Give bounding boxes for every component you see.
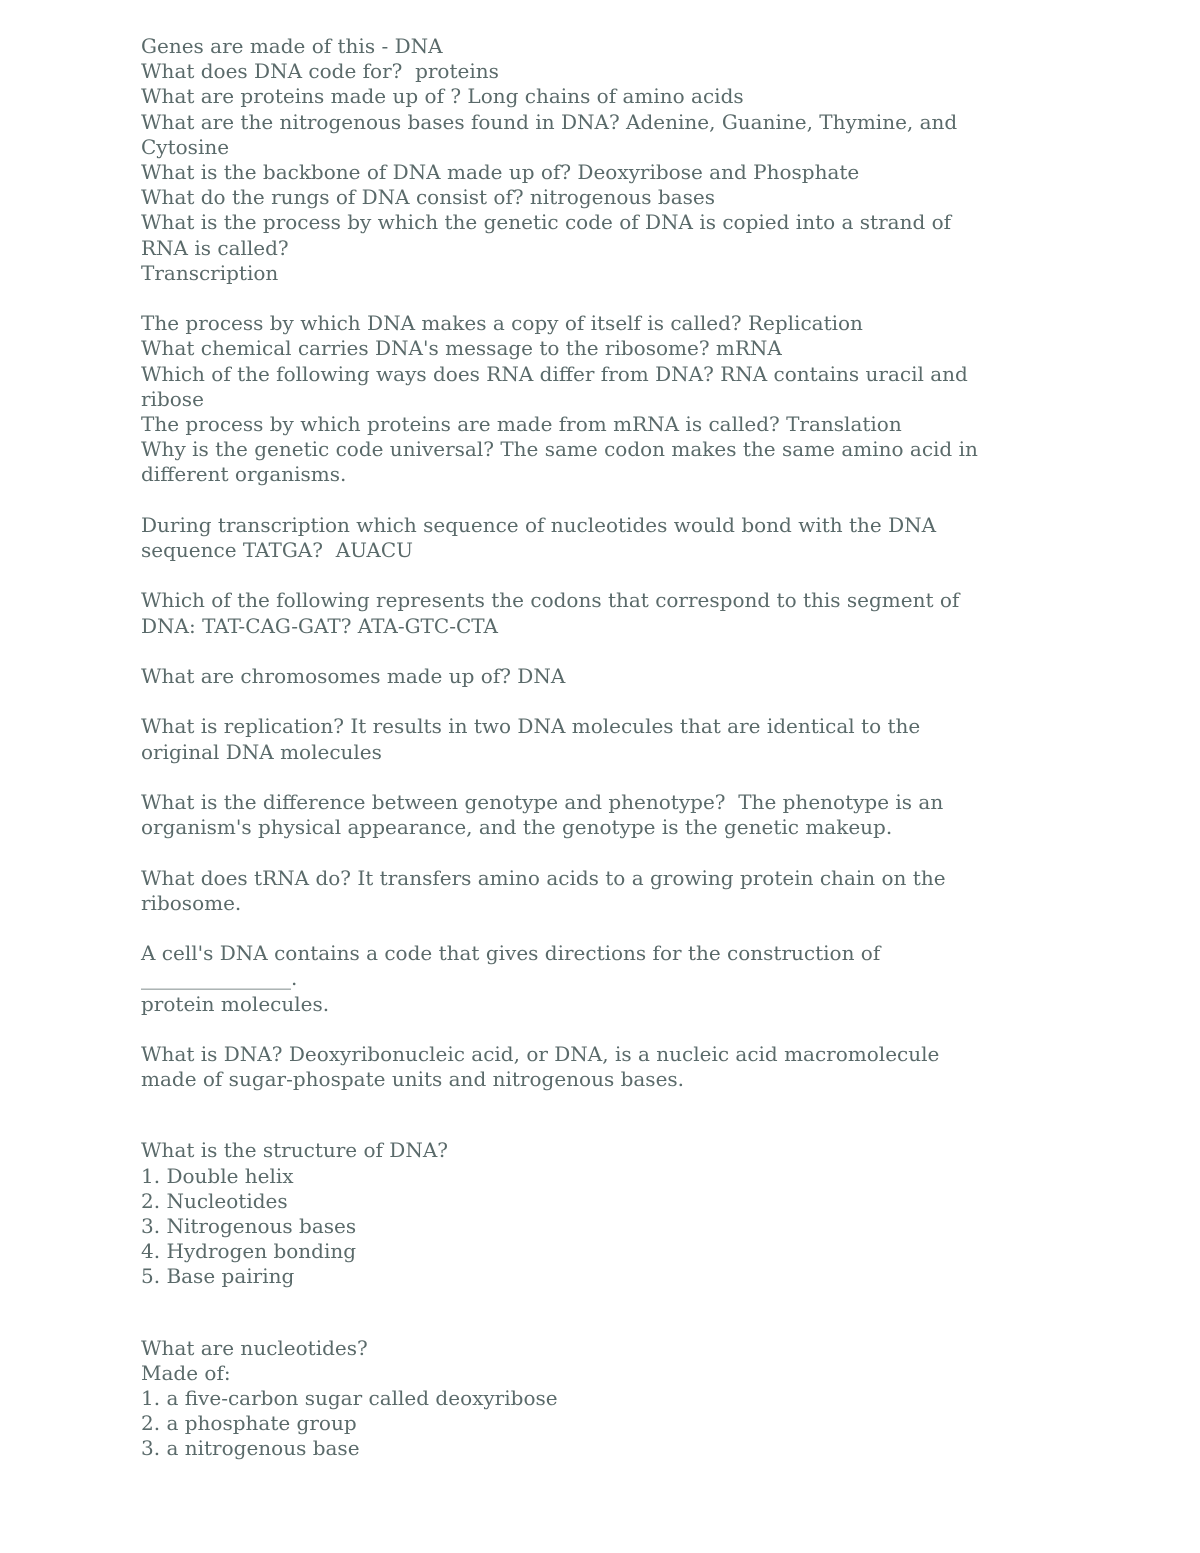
text-line: DNA: TAT-CAG-GAT? ATA-GTC-CTA — [141, 613, 498, 638]
text-line: A cell's DNA contains a code that gives directions for the construction of — [141, 941, 881, 966]
text-line: What are the nitrogenous bases found in DNA? Adenine, Guanine, Thymine, and — [141, 109, 958, 134]
paragraph-gap — [141, 916, 1061, 941]
text-line: Made of: — [141, 1360, 231, 1385]
text-line: Which of the following represents the codons that correspond to this segment of — [141, 588, 960, 613]
text-line: ribose — [141, 386, 204, 411]
list-item: 3. Nitrogenous bases — [141, 1214, 357, 1238]
text-block-9 — [141, 941, 1061, 1017]
text-line: What are chromosomes made up of? DNA — [141, 664, 566, 689]
list-item: 4. Hydrogen bonding — [141, 1239, 357, 1264]
text-line: What is DNA? Deoxyribonucleic acid, or DNA, is a nucleic acid macromolecule — [141, 1041, 940, 1066]
paragraph-gap — [141, 840, 1061, 865]
text-line: What chemical carries DNA's message to the ribosome? mRNA — [141, 336, 782, 361]
text-line: Which of the following ways does RNA differ from DNA? RNA contains uracil and — [141, 361, 968, 386]
list-item: 1. a five-carbon sugar called deoxyribose — [141, 1386, 558, 1411]
paragraph-gap — [141, 1017, 1061, 1042]
text-block-4 — [141, 588, 1061, 638]
text-block-7 — [141, 790, 1061, 840]
text-line: What are proteins made up of ? Long chains of amino acids — [141, 84, 744, 109]
text-line: made of sugar-phospate units and nitrogenous bases. — [141, 1067, 685, 1092]
text-line: What are nucleotides? — [141, 1335, 368, 1360]
list-item: 5. Base pairing — [141, 1264, 295, 1289]
text-line: _______________. — [141, 966, 298, 991]
text-line: protein molecules. — [141, 991, 330, 1016]
text-line: sequence TATGA? AUACU — [141, 538, 413, 563]
text-block-6 — [141, 714, 1061, 764]
paragraph-gap — [141, 765, 1061, 790]
text-line: The process by which DNA makes a copy of itself is called? Replication — [141, 311, 863, 336]
text-line: original DNA molecules — [141, 739, 382, 764]
text-block-8 — [141, 866, 1061, 916]
text-block-2 — [141, 311, 1061, 487]
paragraph-gap — [141, 689, 1061, 714]
text-line: What is the backbone of DNA made up of? Deoxyribose and Phosphate — [141, 160, 860, 185]
list-item: 2. a phosphate group — [141, 1411, 357, 1436]
text-line: What does tRNA do? It transfers amino acids to a growing protein chain on the — [141, 865, 946, 890]
paragraph-gap — [141, 286, 1061, 311]
text-line: What is the difference between genotype and phenotype? The phenotype is an — [141, 790, 944, 814]
list-item: 3. a nitrogenous base — [141, 1436, 360, 1461]
text-line: organism's physical appearance, and the genotype is the genetic makeup. — [141, 815, 893, 840]
text-block-11 — [141, 1138, 1061, 1289]
text-line: What is the process by which the genetic code of DNA is copied into a strand of — [141, 210, 952, 235]
list-item: 2. Nucleotides — [141, 1188, 288, 1213]
text-block-5 — [141, 664, 1061, 689]
paragraph-gap — [141, 488, 1061, 513]
text-block-3 — [141, 513, 1061, 563]
paragraph-gap — [141, 563, 1061, 588]
document-page — [141, 34, 1061, 1462]
text-line: Cytosine — [141, 134, 230, 159]
text-line: What is replication? It results in two DNA molecules that are identical to the — [141, 714, 921, 739]
text-block-1 — [141, 34, 1061, 286]
text-line: Why is the genetic code universal? The same codon makes the same amino acid in — [141, 437, 978, 462]
paragraph-gap — [141, 1290, 1061, 1336]
text-line: What do the rungs of DNA consist of? nitrogenous bases — [141, 185, 715, 210]
paragraph-gap — [141, 1092, 1061, 1138]
paragraph-gap — [141, 639, 1061, 664]
text-line: What does DNA code for? proteins — [141, 59, 499, 84]
text-line: The process by which proteins are made from mRNA is called? Translation — [141, 412, 902, 437]
text-line: What is the structure of DNA? — [141, 1138, 449, 1163]
text-line: Genes are made of this - DNA — [141, 34, 443, 58]
text-line: Transcription — [141, 260, 279, 285]
text-block-12 — [141, 1336, 1061, 1462]
list-item: 1. Double helix — [141, 1163, 294, 1188]
text-line: During transcription which sequence of nucleotides would bond with the DNA — [141, 512, 937, 537]
text-line: different organisms. — [141, 462, 347, 487]
text-block-10 — [141, 1042, 1061, 1092]
text-line: ribosome. — [141, 890, 242, 915]
text-line: RNA is called? — [141, 235, 289, 260]
